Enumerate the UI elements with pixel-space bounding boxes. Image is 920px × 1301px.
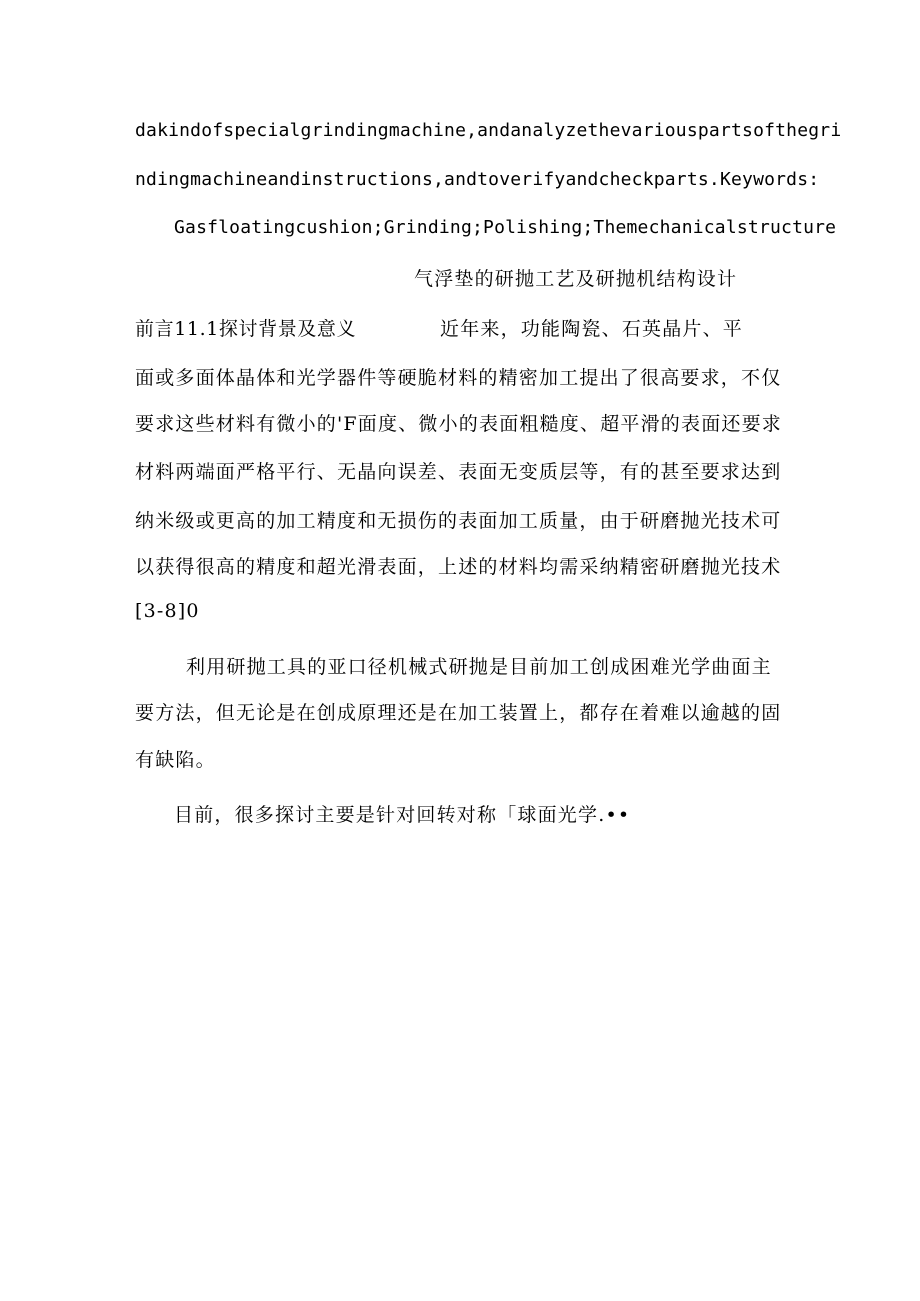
paragraph-1-line-4: 材料两端面严格平行、无晶向误差、表面无变质层等，有的甚至要求达到 [135, 461, 782, 483]
paragraph-1-line-6: 以获得很高的精度和超光滑表面，上述的材料均需采纳精密研磨抛光技术 [135, 556, 782, 578]
paragraph-2-line-3: 有缺陷。 [135, 749, 216, 771]
abstract-en-line-1: dakindofspecialgrindingmachine,andanalyzethevariouspartsofthegri [135, 120, 842, 141]
paragraph-1-line-5: 纳米级或更高的加工精度和无损伤的表面加工质量，由于研磨抛光技术可 [135, 510, 782, 532]
paragraph-2-line-1: 利用研抛工具的亚口径机械式研抛是目前加工创成困难光学曲面主 [186, 656, 772, 678]
section-heading: 前言11.1探讨背景及意义 [135, 318, 357, 340]
document-title: 气浮垫的研抛工艺及研抛机结构设计 [414, 268, 738, 290]
paragraph-1-line-7: [3-8]0 [135, 600, 200, 622]
paragraph-1-line-2: 面或多面体晶体和光学器件等硬脆材料的精密加工提出了很高要求，不仅 [135, 367, 782, 389]
keywords-line: Gasfloatingcushion;Grinding;Polishing;Themechanicalstructure [174, 217, 837, 238]
paragraph-1-line-1: 近年来，功能陶瓷、石英晶片、平 [440, 318, 744, 340]
paragraph-1-line-3: 要求这些材料有微小的'F面度、微小的表面粗糙度、超平滑的表面还要求 [135, 413, 783, 435]
paragraph-3-line-1: 目前，很多探讨主要是针对回转对称「球面光学.•• [174, 804, 631, 826]
abstract-en-line-2: ndingmachineandinstructions,andtoverifyandcheckparts.Keywords: [135, 169, 820, 190]
paragraph-2-line-2: 要方法，但无论是在创成原理还是在加工装置上，都存在着难以逾越的固 [135, 702, 782, 724]
